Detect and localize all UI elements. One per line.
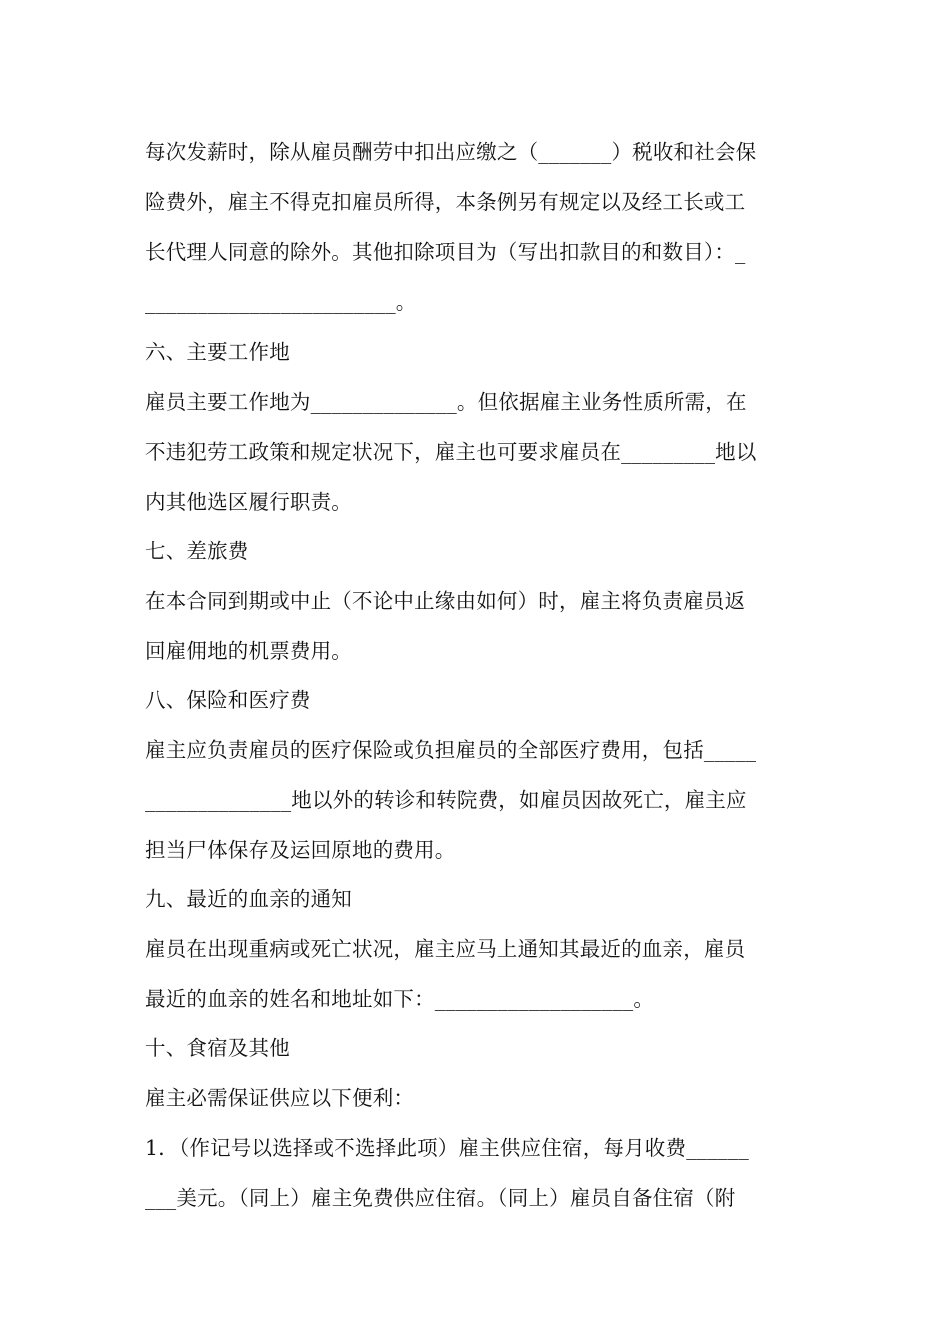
paragraph-line: 雇员主要工作地为______________。但依据雇主业务性质所需，在 bbox=[145, 390, 747, 414]
paragraph-line: ______________地以外的转诊和转院费，如雇员因故死亡，雇主应 bbox=[145, 788, 747, 812]
paragraph-line: 最近的血亲的姓名和地址如下：___________________。 bbox=[145, 987, 655, 1011]
paragraph-line: 雇员在出现重病或死亡状况，雇主应马上通知其最近的血亲，雇员 bbox=[145, 937, 746, 961]
paragraph-line: 雇主应负责雇员的医疗保险或负担雇员的全部医疗费用，包括_____ bbox=[145, 738, 757, 762]
paragraph-line: 每次发薪时，除从雇员酬劳中扣出应缴之（_______）税收和社会保 bbox=[145, 140, 757, 164]
section-heading-next-of-kin: 九、最近的血亲的通知 bbox=[145, 887, 352, 911]
paragraph-line: ________________________。 bbox=[145, 290, 417, 314]
paragraph-line: 险费外，雇主不得克扣雇员所得，本条例另有规定以及经工长或工 bbox=[145, 190, 746, 214]
paragraph-line: 在本合同到期或中止（不论中止缘由如何）时，雇主将负责雇员返 bbox=[145, 589, 746, 613]
paragraph-line: 雇主必需保证供应以下便利： bbox=[145, 1086, 415, 1110]
list-item: 1．（作记号以选择或不选择此项）雇主供应住宿，每月收费______ bbox=[145, 1136, 749, 1160]
section-heading-travel-expenses: 七、差旅费 bbox=[145, 539, 249, 563]
paragraph-line: 担当尸体保存及运回原地的费用。 bbox=[145, 838, 456, 862]
section-heading-board-lodging: 十、食宿及其他 bbox=[145, 1036, 290, 1060]
section-heading-work-location: 六、主要工作地 bbox=[145, 340, 290, 364]
paragraph-line: ___美元。（同上）雇主免费供应住宿。（同上）雇员自备住宿（附 bbox=[145, 1186, 736, 1210]
paragraph-line: 回雇佣地的机票费用。 bbox=[145, 639, 352, 663]
paragraph-line: 内其他选区履行职责。 bbox=[145, 490, 352, 514]
paragraph-line: 不违犯劳工政策和规定状况下，雇主也可要求雇员在_________地以 bbox=[145, 440, 757, 464]
paragraph-line: 长代理人同意的除外。其他扣除项目为（写出扣款目的和数目）：_ bbox=[145, 240, 746, 264]
section-heading-insurance-medical: 八、保险和医疗费 bbox=[145, 688, 311, 712]
